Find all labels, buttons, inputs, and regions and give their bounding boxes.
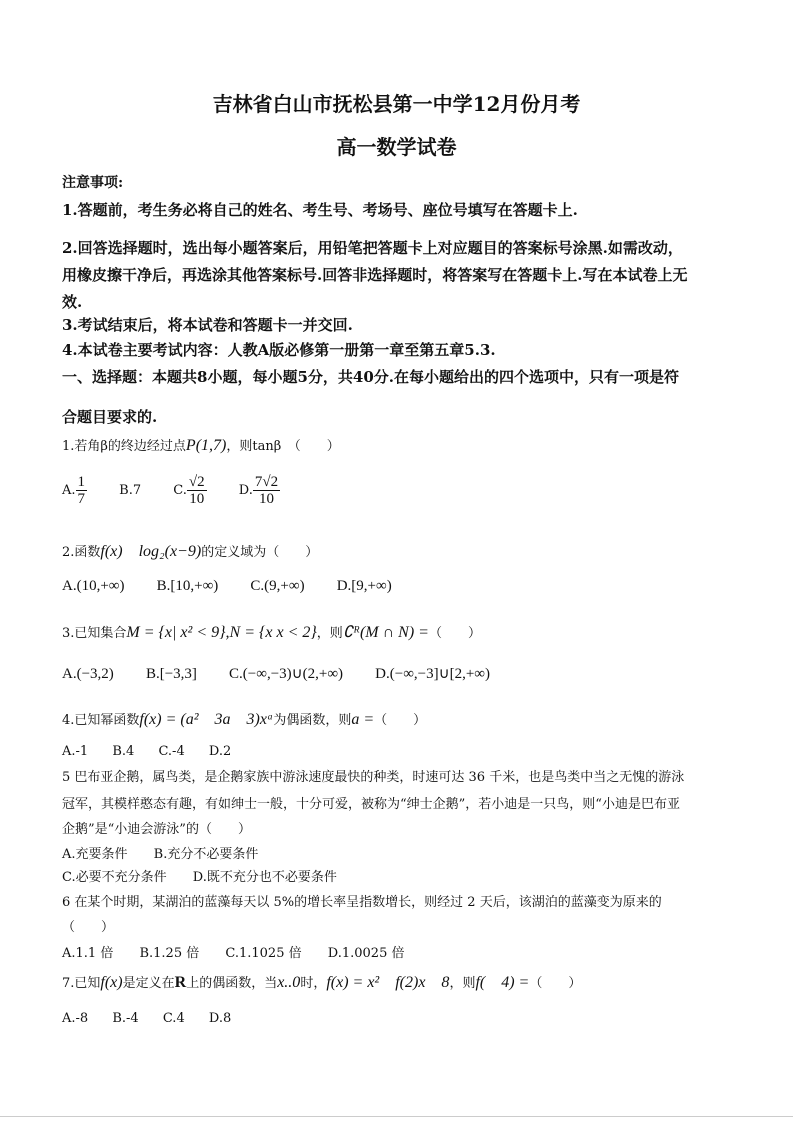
fraction: $\frac{7√2}{10}$ — [254, 474, 279, 507]
option-a: A.-1 — [62, 744, 89, 759]
page-bottom-divider — [0, 1116, 793, 1117]
question-4-options — [62, 744, 251, 759]
notice-line: 效. — [62, 293, 83, 311]
question-4: 4.已知幂函数f(x) = (a² 3a 3)xᵃ为偶函数，则a =（ ） — [62, 711, 427, 728]
option-b: B.充分不必要条件 — [153, 847, 259, 862]
exam-title: 吉林省白山市抚松县第一中学12月份月考 — [212, 92, 581, 116]
section-heading: 合题目要求的. — [62, 408, 158, 426]
option-d: D.[9,+∞) — [336, 578, 392, 594]
option-d: D.1.0025 倍 — [327, 946, 405, 961]
question-6-options — [62, 942, 426, 961]
notice-line: 用橡皮擦干净后，再选涂其他答案标号.回答非选择题时，将答案写在答题卡上.写在本试卷上无 — [62, 266, 688, 284]
function-expression: f(x) log₂(x−9) — [100, 543, 202, 560]
option-a: A.充要条件 — [62, 847, 128, 862]
notice-line: 3.考试结束后，将本试卷和答题卡一并交回. — [62, 316, 353, 334]
option-c: C.(9,+∞) — [250, 578, 305, 594]
question-5-line: 企鹅”是“小迪会游泳”的（ ） — [62, 822, 251, 837]
option-a: A.(10,+∞) — [62, 578, 125, 594]
variable: a = — [351, 711, 375, 728]
option-a: A.1.1 倍 — [62, 946, 114, 961]
question-3-options — [62, 664, 518, 683]
exam-subtitle: 高一数学试卷 — [336, 135, 457, 159]
option-c: C.必要不充分条件 — [62, 870, 167, 885]
option-c: C.-4 — [158, 744, 185, 759]
option-b: B.[−3,3] — [145, 666, 197, 682]
option-c: C.1.1025 倍 — [225, 946, 302, 961]
point-expression: P(1,7) — [185, 437, 227, 454]
question-6-line: 6 在某个时期，某湖泊的蓝藻每天以 5%的增长率呈指数增长，则经过 2 天后，该湖泊的蓝藻变为原来的 — [62, 895, 662, 910]
question-5-line: 冠军，其模样憨态有趣，有如绅士一般，十分可爱，被称为“绅士企鹅”，若小迪是一只鸟，则“小迪是巴布亚 — [62, 797, 680, 812]
complement-expression: ∁ᴿ(M ∩ N) = — [342, 624, 429, 641]
option-d: D.2 — [208, 744, 232, 759]
option-a: A.(−3,2) — [62, 666, 114, 682]
option-d: D.8 — [208, 1011, 232, 1026]
option-a: A. $\frac{1}{7}$ — [62, 474, 86, 507]
question-5-line: 5 巴布亚企鹅，属鸟类，是企鹅家族中游泳速度最快的种类，时速可达 36 千米，也是鸟类中当之无愧的游泳 — [62, 770, 685, 785]
question-5-options — [62, 843, 286, 862]
notice-line: 2.回答选择题时，选出每小题答案后，用铅笔把答题卡上对应题目的答案标号涂黑.如需改动， — [62, 239, 683, 257]
question-3: 3.已知集合M = {x| x² < 9},N = {x x < 2}，则∁ᴿ(M ∩ N) =（ ） — [62, 624, 481, 641]
question-5-options — [62, 866, 365, 885]
option-d: D. $\frac{7√2}{10}$ — [238, 474, 279, 507]
question-6-line: （ ） — [62, 920, 115, 935]
option-b: B.1.25 倍 — [139, 946, 200, 961]
notice-line: 1.答题前，考生务必将自己的姓名、考生号、考场号、座位号填写在答题卡上. — [62, 201, 578, 219]
option-a: A.-8 — [62, 1011, 89, 1026]
question-7-options — [62, 1011, 251, 1026]
question-1: 1.若角β的终边经过点P(1,7)，则tanβ （ ） — [62, 437, 340, 454]
option-d: D.(−∞,−3]∪[2,+∞) — [375, 666, 490, 682]
set-expression: M = {x| x² < 9},N = {x x < 2} — [126, 624, 317, 641]
fraction: $\frac{√2}{10}$ — [188, 474, 205, 507]
question-1-options — [62, 474, 308, 507]
question-2: 2.函数f(x) log₂(x−9)的定义域为（ ） — [62, 543, 319, 560]
option-b: B.7 — [119, 483, 142, 498]
option-c: C.4 — [162, 1011, 185, 1026]
option-d: D.既不充分也不必要条件 — [192, 870, 337, 885]
option-b: B.[10,+∞) — [156, 578, 219, 594]
option-c: C. $\frac{√2}{10}$ — [173, 474, 205, 507]
notice-line: 4.本试卷主要考试内容：人教A版必修第一册第一章至第五章5.3. — [62, 341, 496, 359]
option-c: C.(−∞,−3)∪(2,+∞) — [229, 666, 344, 682]
function-expression: f(x) = (a² 3a 3)xᵃ — [139, 711, 274, 728]
question-7: 7.已知f(x)是定义在R上的偶函数，当x..0时，f(x) = x² f(2)x 8，则f( 4) =（ ） — [62, 974, 582, 991]
option-b: B.4 — [112, 744, 135, 759]
fraction: $\frac{1}{7}$ — [77, 474, 86, 507]
notice-heading: 注意事项: — [62, 175, 124, 191]
question-2-options — [62, 578, 420, 595]
section-heading: 一、选择题：本题共8小题，每小题5分，共40分.在每小题给出的四个选项中，只有一项是符 — [62, 368, 679, 386]
option-b: B.-4 — [112, 1011, 139, 1026]
